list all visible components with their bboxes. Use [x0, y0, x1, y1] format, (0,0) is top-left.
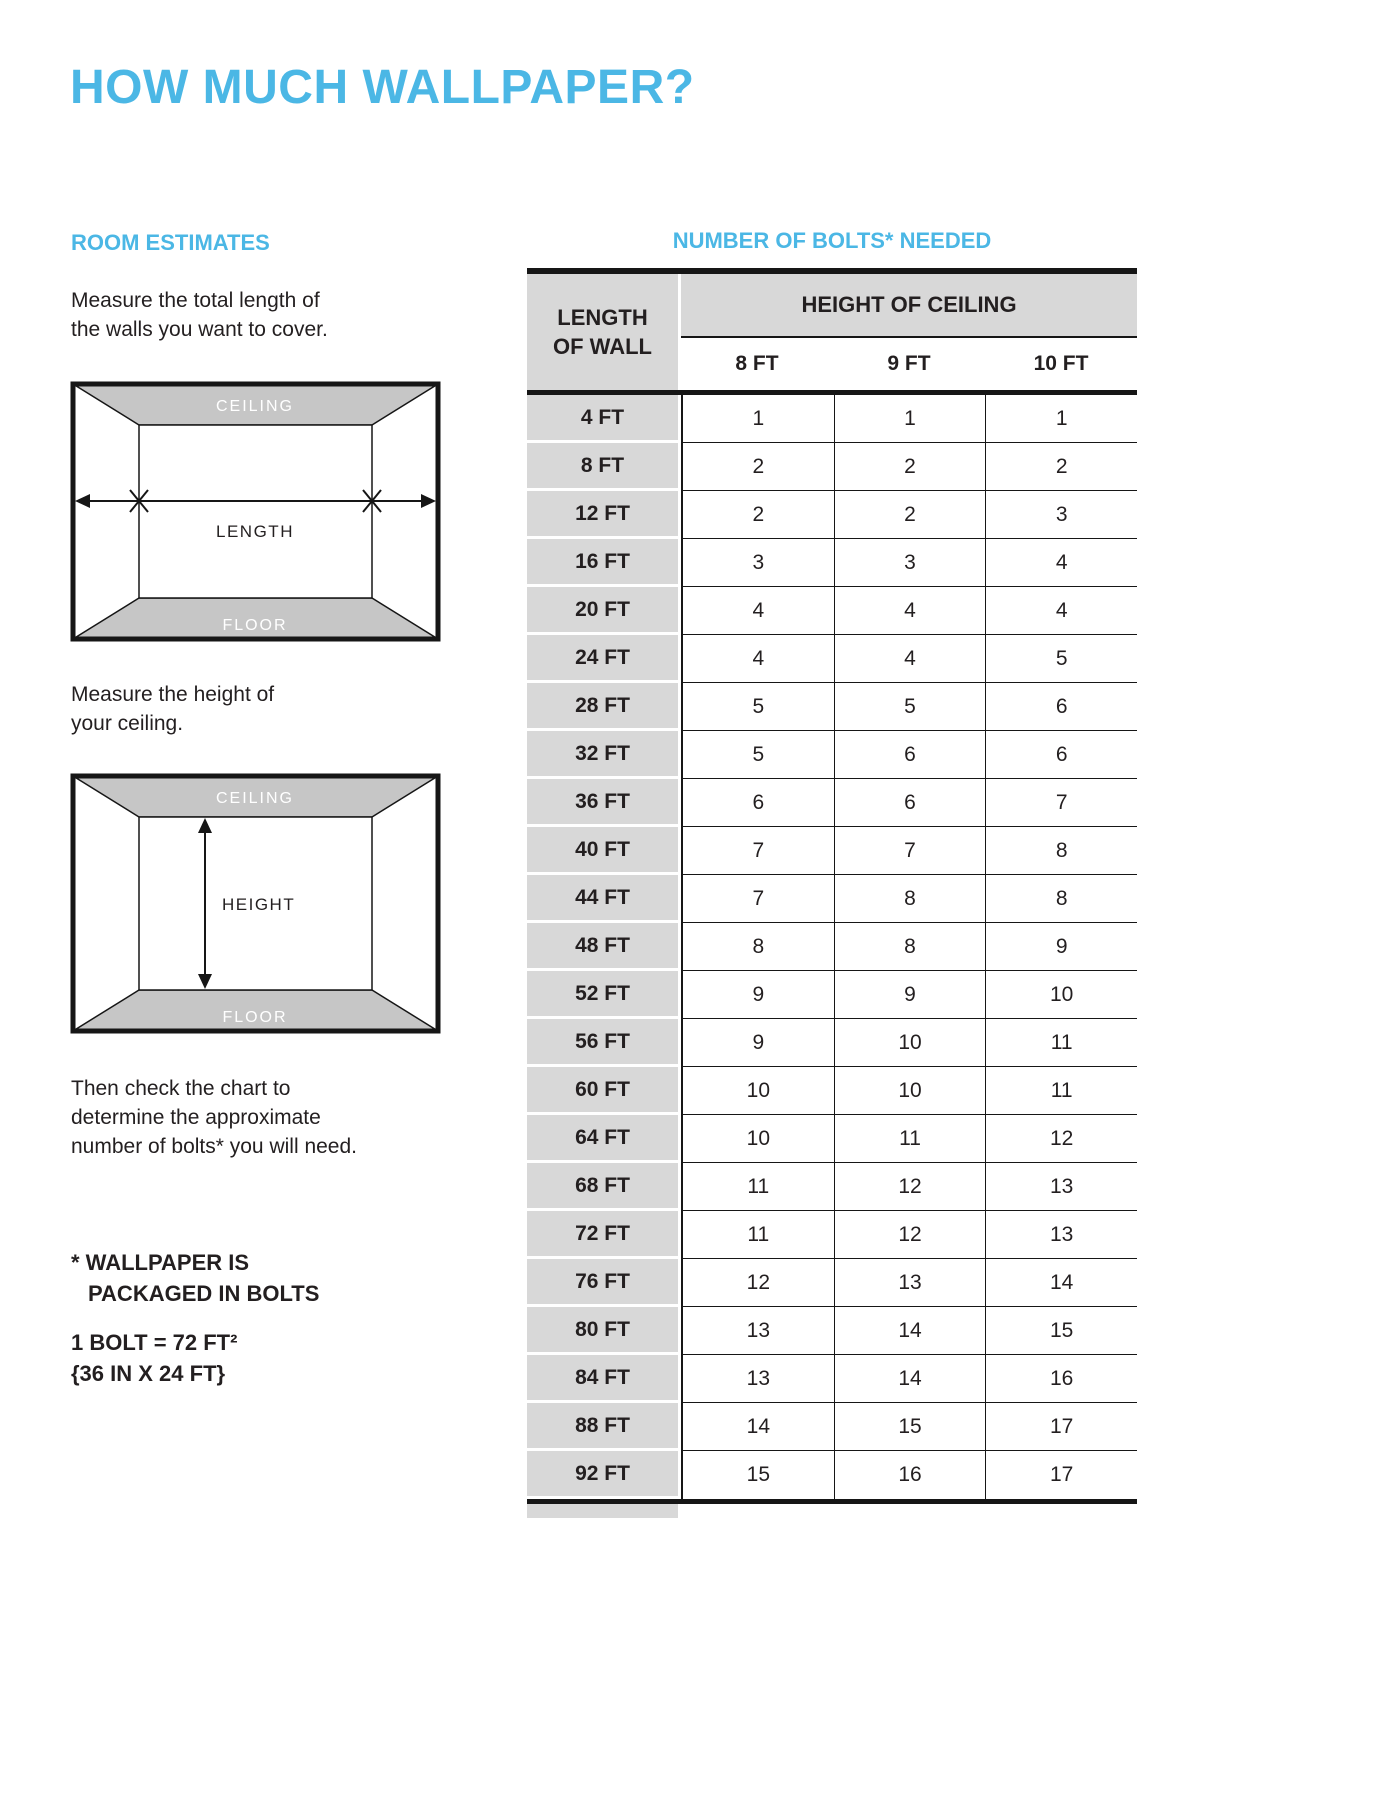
table-row: [527, 1355, 1137, 1403]
row-label: 28 FT: [527, 683, 678, 731]
bolt-count-cell: 12: [835, 1211, 987, 1258]
bolt-count-cell: 17: [1050, 1414, 1074, 1438]
row-label: 56 FT: [527, 1019, 678, 1067]
table-row: [527, 1115, 1137, 1163]
col-header-row: [681, 338, 1137, 390]
bolt-count-cell: 4: [835, 635, 987, 682]
length-arrowhead-left: [75, 494, 90, 508]
bolt-count-cell: 16: [835, 1451, 987, 1499]
bolt-count-cell: 11: [683, 1163, 835, 1210]
row-axis-header: [527, 274, 678, 390]
row-label: 88 FT: [527, 1403, 678, 1451]
col-header-8ft: 8 FT: [735, 352, 779, 375]
table-row: [527, 1451, 1137, 1499]
bolt-count-cell: 14: [1050, 1270, 1074, 1294]
row-label: 72 FT: [527, 1211, 678, 1259]
bolt-count-cell: 13: [1050, 1222, 1074, 1246]
row-label: 4 FT: [527, 395, 678, 443]
row-values: [681, 1067, 1137, 1115]
bolt-count-cell: 5: [683, 731, 835, 778]
table-row: [527, 731, 1137, 779]
row-label: 16 FT: [527, 539, 678, 587]
row-values: [681, 971, 1137, 1019]
row-label: 84 FT: [527, 1355, 678, 1403]
bolt-count-cell: 10: [1050, 982, 1074, 1006]
bolt-count-cell: 12: [835, 1163, 987, 1210]
bolt-count-cell: 10: [683, 1067, 835, 1114]
footnote-line: * WALLPAPER IS: [71, 1250, 250, 1275]
row-values: [681, 779, 1137, 827]
bolt-count-cell: 7: [1055, 790, 1068, 814]
bolt-count-cell: 6: [683, 779, 835, 826]
bolt-count-cell: 5: [835, 683, 987, 730]
bolt-count-cell: 16: [1050, 1366, 1074, 1390]
length-arrowhead-right: [421, 494, 436, 508]
bolt-count-cell: 7: [835, 827, 987, 874]
bolt-count-cell: 11: [835, 1115, 987, 1162]
table-row: [527, 1259, 1137, 1307]
bolt-count-cell: 13: [683, 1307, 835, 1354]
row-values: [681, 1307, 1137, 1355]
section-heading-room-estimates: ROOM ESTIMATES: [71, 230, 270, 255]
col-header-9ft: 9 FT: [887, 352, 931, 375]
bolt-count-cell: 1: [835, 395, 987, 442]
bolt-definition-line: 1 BOLT = 72 FT²: [71, 1330, 238, 1355]
table-row: [527, 1307, 1137, 1355]
bolt-count-cell: 3: [1055, 502, 1068, 526]
row-label: 8 FT: [527, 443, 678, 491]
instruction-line: Measure the height of: [71, 683, 275, 706]
row-label: 76 FT: [527, 1259, 678, 1307]
instruction-line: Then check the chart to: [71, 1077, 291, 1100]
bolt-count-cell: 6: [835, 779, 987, 826]
ceiling-label: CEILING: [215, 790, 295, 807]
row-label: 20 FT: [527, 587, 678, 635]
bolt-count-cell: 4: [683, 587, 835, 634]
bolt-count-cell: 10: [835, 1067, 987, 1114]
row-values: [681, 635, 1137, 683]
bolt-definition-line: {36 IN X 24 FT}: [71, 1361, 226, 1386]
table-row: [527, 635, 1137, 683]
instruction-line: number of bolts* you will need.: [71, 1135, 357, 1158]
row-values: [681, 731, 1137, 779]
instruction-check-chart: [71, 1074, 357, 1161]
bolt-count-cell: 2: [683, 491, 835, 538]
row-values: [681, 683, 1137, 731]
length-label: LENGTH: [216, 522, 294, 541]
table-heading: NUMBER OF BOLTS* NEEDED: [672, 228, 992, 253]
table-row: [527, 923, 1137, 971]
floor-label: FLOOR: [222, 1009, 288, 1026]
table-row: [527, 971, 1137, 1019]
row-values: [681, 1259, 1137, 1307]
row-values: [681, 1451, 1137, 1499]
bolt-count-cell: 2: [683, 443, 835, 490]
row-label: 40 FT: [527, 827, 678, 875]
bolt-count-cell: 15: [683, 1451, 835, 1499]
bolt-count-cell: 5: [1055, 646, 1068, 670]
bolt-count-cell: 7: [683, 827, 835, 874]
row-values: [681, 1211, 1137, 1259]
row-values: [681, 491, 1137, 539]
page-title: HOW MUCH WALLPAPER?: [70, 61, 695, 114]
row-values: [681, 1115, 1137, 1163]
bolt-count-cell: 11: [1050, 1078, 1073, 1102]
row-values: [681, 1163, 1137, 1211]
back-wall: [139, 425, 372, 598]
instruction-line: the walls you want to cover.: [71, 318, 328, 341]
bolt-count-cell: 4: [835, 587, 987, 634]
bolt-count-cell: 6: [1055, 694, 1068, 718]
instruction-measure-length: [71, 286, 328, 344]
table-row: [527, 1403, 1137, 1451]
table-header: [527, 274, 1137, 390]
bolt-count-cell: 8: [1055, 838, 1068, 862]
col-group-header: HEIGHT OF CEILING: [681, 274, 1137, 338]
row-label: 92 FT: [527, 1451, 678, 1499]
row-label: 48 FT: [527, 923, 678, 971]
bolt-count-cell: 12: [683, 1259, 835, 1306]
bolt-count-cell: 14: [835, 1355, 987, 1402]
bolt-definition: [71, 1327, 237, 1389]
room-height-diagram: [70, 773, 441, 1034]
footnote-bolts: [71, 1247, 319, 1309]
bolt-count-cell: 7: [683, 875, 835, 922]
footnote-line: PACKAGED IN BOLTS: [88, 1281, 320, 1306]
row-label: 32 FT: [527, 731, 678, 779]
bolt-count-cell: 9: [835, 971, 987, 1018]
bolt-count-cell: 4: [1055, 598, 1068, 622]
room-length-diagram: [70, 381, 441, 642]
row-label: 44 FT: [527, 875, 678, 923]
row-values: [681, 1355, 1137, 1403]
table-row: [527, 827, 1137, 875]
floor-label: FLOOR: [222, 617, 288, 634]
col-header-10ft: 10 FT: [1033, 352, 1089, 375]
column-header-area: [681, 274, 1137, 390]
instruction-measure-height: [71, 680, 274, 738]
row-label: 68 FT: [527, 1163, 678, 1211]
bolt-count-cell: 13: [835, 1259, 987, 1306]
bolt-count-cell: 8: [683, 923, 835, 970]
row-values: [681, 443, 1137, 491]
row-axis-header-line: LENGTH: [557, 305, 648, 330]
table-row: [527, 539, 1137, 587]
bolt-count-cell: 9: [683, 971, 835, 1018]
table-row: [527, 1019, 1137, 1067]
row-values: [681, 923, 1137, 971]
row-label: 52 FT: [527, 971, 678, 1019]
bolt-count-cell: 6: [835, 731, 987, 778]
bolt-count-cell: 4: [1055, 550, 1068, 574]
instruction-line: determine the approximate: [71, 1106, 321, 1129]
bolt-count-cell: 2: [835, 491, 987, 538]
bolt-count-cell: 9: [1055, 934, 1068, 958]
bolt-count-cell: 8: [1055, 886, 1068, 910]
bolt-count-cell: 10: [835, 1019, 987, 1066]
bolt-count-cell: 12: [1050, 1126, 1074, 1150]
bolt-count-cell: 2: [1055, 454, 1068, 478]
row-values: [681, 587, 1137, 635]
bolt-count-cell: 10: [683, 1115, 835, 1162]
ceiling-label: CEILING: [215, 398, 295, 415]
row-values: [681, 395, 1137, 443]
label-column-stub: [527, 1504, 678, 1518]
row-values: [681, 827, 1137, 875]
bolt-count-cell: 6: [1055, 742, 1068, 766]
bolt-count-cell: 9: [683, 1019, 835, 1066]
bolt-count-cell: 13: [683, 1355, 835, 1402]
table-row: [527, 1211, 1137, 1259]
bolt-count-cell: 1: [1055, 406, 1068, 430]
row-label: 60 FT: [527, 1067, 678, 1115]
row-label: 80 FT: [527, 1307, 678, 1355]
bolt-count-cell: 5: [683, 683, 835, 730]
bolts-table: [527, 268, 1137, 1518]
table-row: [527, 683, 1137, 731]
bolt-count-cell: 3: [835, 539, 987, 586]
bolt-count-cell: 1: [683, 395, 835, 442]
bolt-count-cell: 11: [683, 1211, 835, 1258]
bolt-count-cell: 2: [835, 443, 987, 490]
table-row: [527, 1163, 1137, 1211]
table-row: [527, 1067, 1137, 1115]
bolt-count-cell: 14: [683, 1403, 835, 1450]
bolt-count-cell: 4: [683, 635, 835, 682]
row-values: [681, 539, 1137, 587]
row-label: 24 FT: [527, 635, 678, 683]
table-row: [527, 395, 1137, 443]
instruction-line: your ceiling.: [71, 712, 184, 735]
table-row: [527, 491, 1137, 539]
bolt-count-cell: 3: [683, 539, 835, 586]
bolt-count-cell: 15: [835, 1403, 987, 1450]
bolt-count-cell: 17: [1050, 1463, 1074, 1486]
row-label: 64 FT: [527, 1115, 678, 1163]
instruction-line: Measure the total length of: [71, 289, 320, 312]
table-body: [527, 395, 1137, 1499]
bolt-count-cell: 8: [835, 875, 987, 922]
bolt-count-cell: 13: [1050, 1174, 1074, 1198]
bolt-count-cell: 8: [835, 923, 987, 970]
height-label: HEIGHT: [222, 895, 296, 914]
bolt-count-cell: 14: [835, 1307, 987, 1354]
table-row: [527, 875, 1137, 923]
row-values: [681, 1403, 1137, 1451]
bolt-count-cell: 11: [1050, 1030, 1073, 1054]
row-label: 12 FT: [527, 491, 678, 539]
row-label: 36 FT: [527, 779, 678, 827]
row-axis-header-line: OF WALL: [553, 334, 652, 359]
bolt-count-cell: 15: [1050, 1318, 1074, 1342]
table-row: [527, 587, 1137, 635]
row-values: [681, 1019, 1137, 1067]
table-row: [527, 443, 1137, 491]
row-values: [681, 875, 1137, 923]
table-row: [527, 779, 1137, 827]
